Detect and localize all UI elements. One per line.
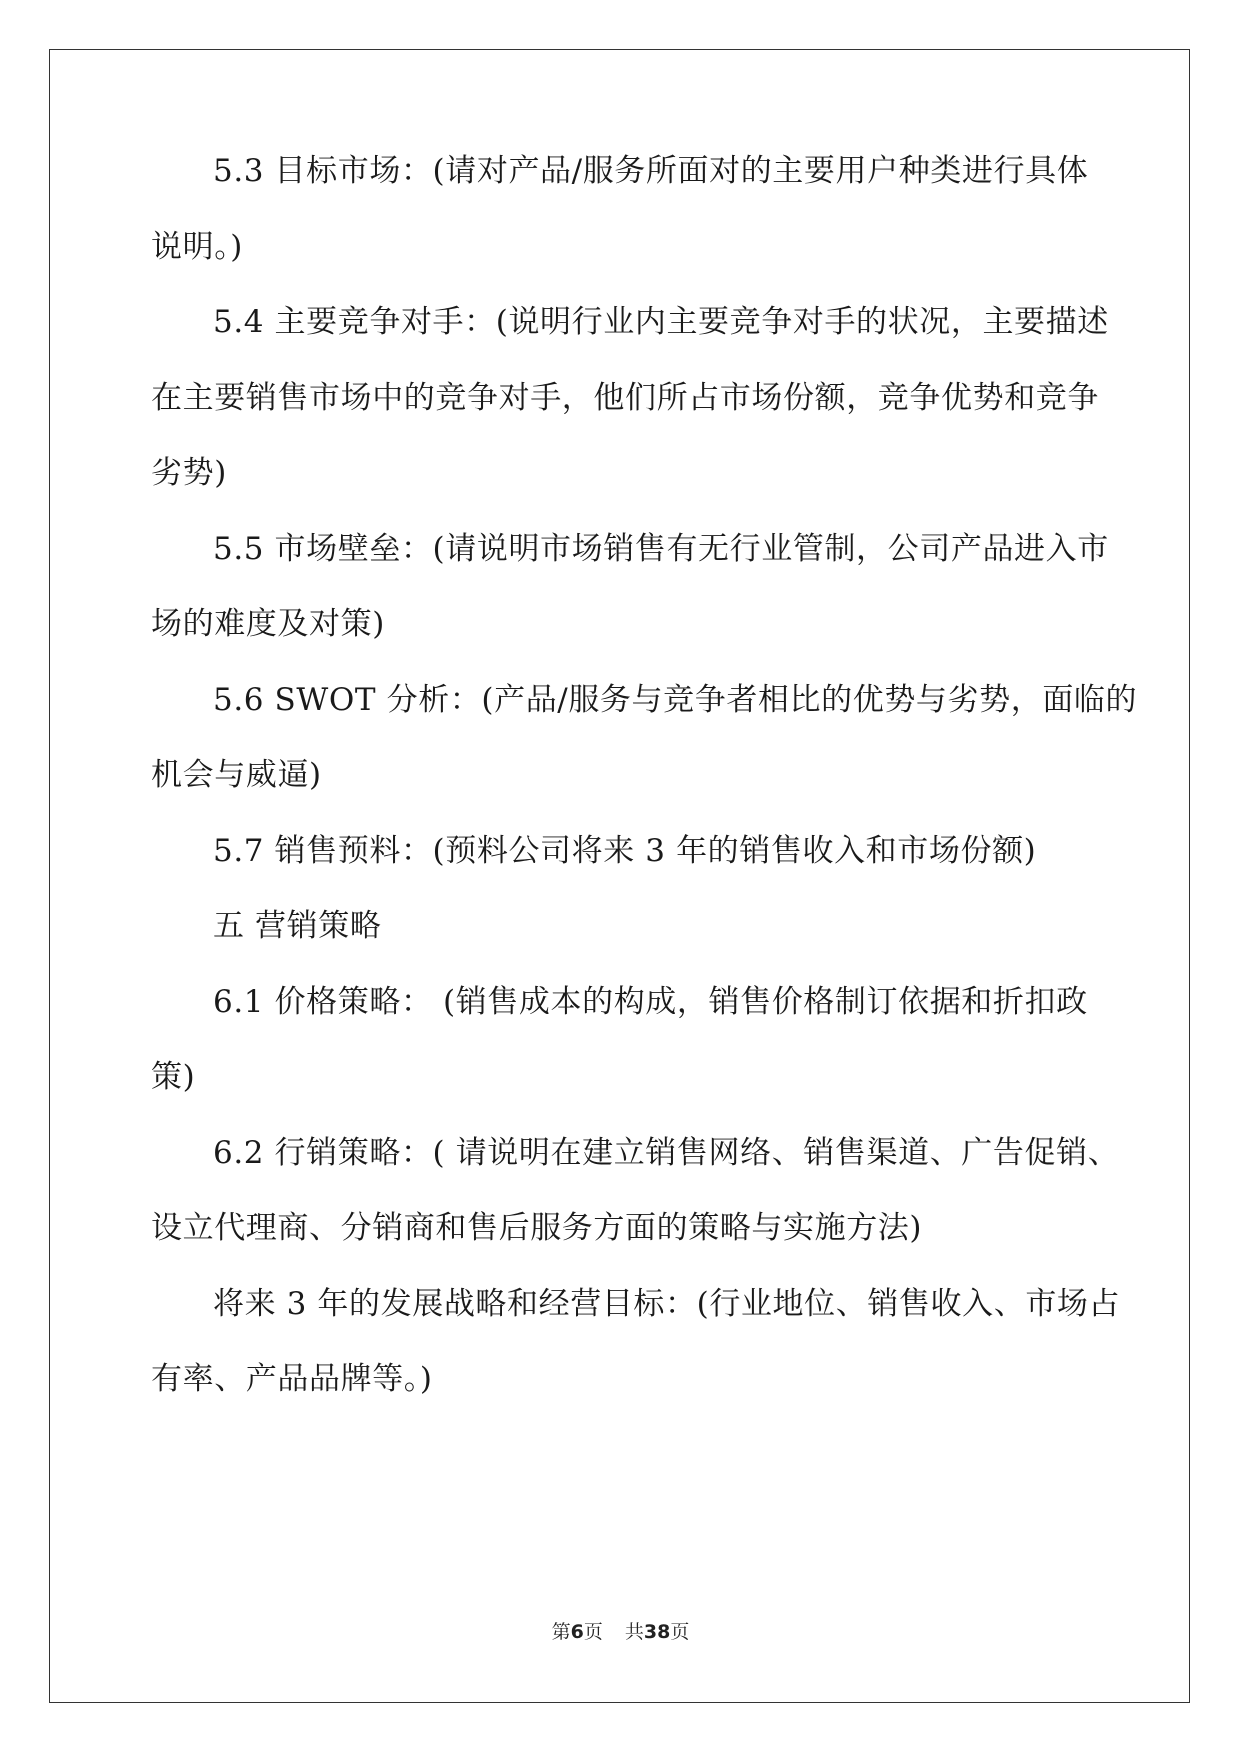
text-line: 5.4 主要竞争对手：(说明行业内主要竞争对手的状况，主要描述 — [213, 304, 1109, 340]
text-line: 策) — [151, 1059, 196, 1095]
page-prefix: 第 — [551, 1621, 571, 1643]
text-line: 5.5 市场壁垒：(请说明市场销售有无行业管制，公司产品进入市 — [213, 531, 1109, 567]
text-line: 设立代理商、分销商和售后服务方面的策略与实施方法) — [151, 1210, 923, 1246]
section-heading: 五 营销策略 — [213, 908, 382, 944]
page-footer — [0, 1617, 1241, 1644]
text-line: 6.1 价格策略： (销售成本的构成，销售价格制订依据和折扣政 — [213, 984, 1088, 1020]
page-border — [49, 49, 1190, 1703]
text-line: 说明。) — [151, 229, 243, 265]
text-line: 机会与威逼) — [151, 757, 322, 793]
total-prefix: 共 — [624, 1621, 644, 1643]
text-line: 在主要销售市场中的竞争对手，他们所占市场份额，竞争优势和竞争 — [151, 380, 1099, 416]
text-line: 场的难度及对策) — [151, 606, 385, 642]
text-line: 5.6 SWOT 分析：(产品/服务与竞争者相比的优势与劣势，面临的 — [213, 682, 1138, 718]
text-line: 有率、产品品牌等。) — [151, 1361, 433, 1397]
text-line: 6.2 行销策略：( 请说明在建立销售网络、销售渠道、广告促销、 — [213, 1135, 1120, 1171]
text-line: 5.7 销售预料：(预料公司将来 3 年的销售收入和市场份额) — [213, 833, 1037, 869]
text-line: 劣势) — [151, 455, 227, 491]
page-suffix: 页 — [583, 1621, 603, 1643]
text-line: 5.3 目标市场：(请对产品/服务所面对的主要用户种类进行具体 — [213, 153, 1089, 189]
total-suffix: 页 — [670, 1621, 690, 1643]
page-number: 6 — [570, 1621, 584, 1643]
total-pages: 38 — [643, 1621, 671, 1643]
text-line: 将来 3 年的发展战略和经营目标：(行业地位、销售收入、市场占 — [213, 1286, 1121, 1322]
